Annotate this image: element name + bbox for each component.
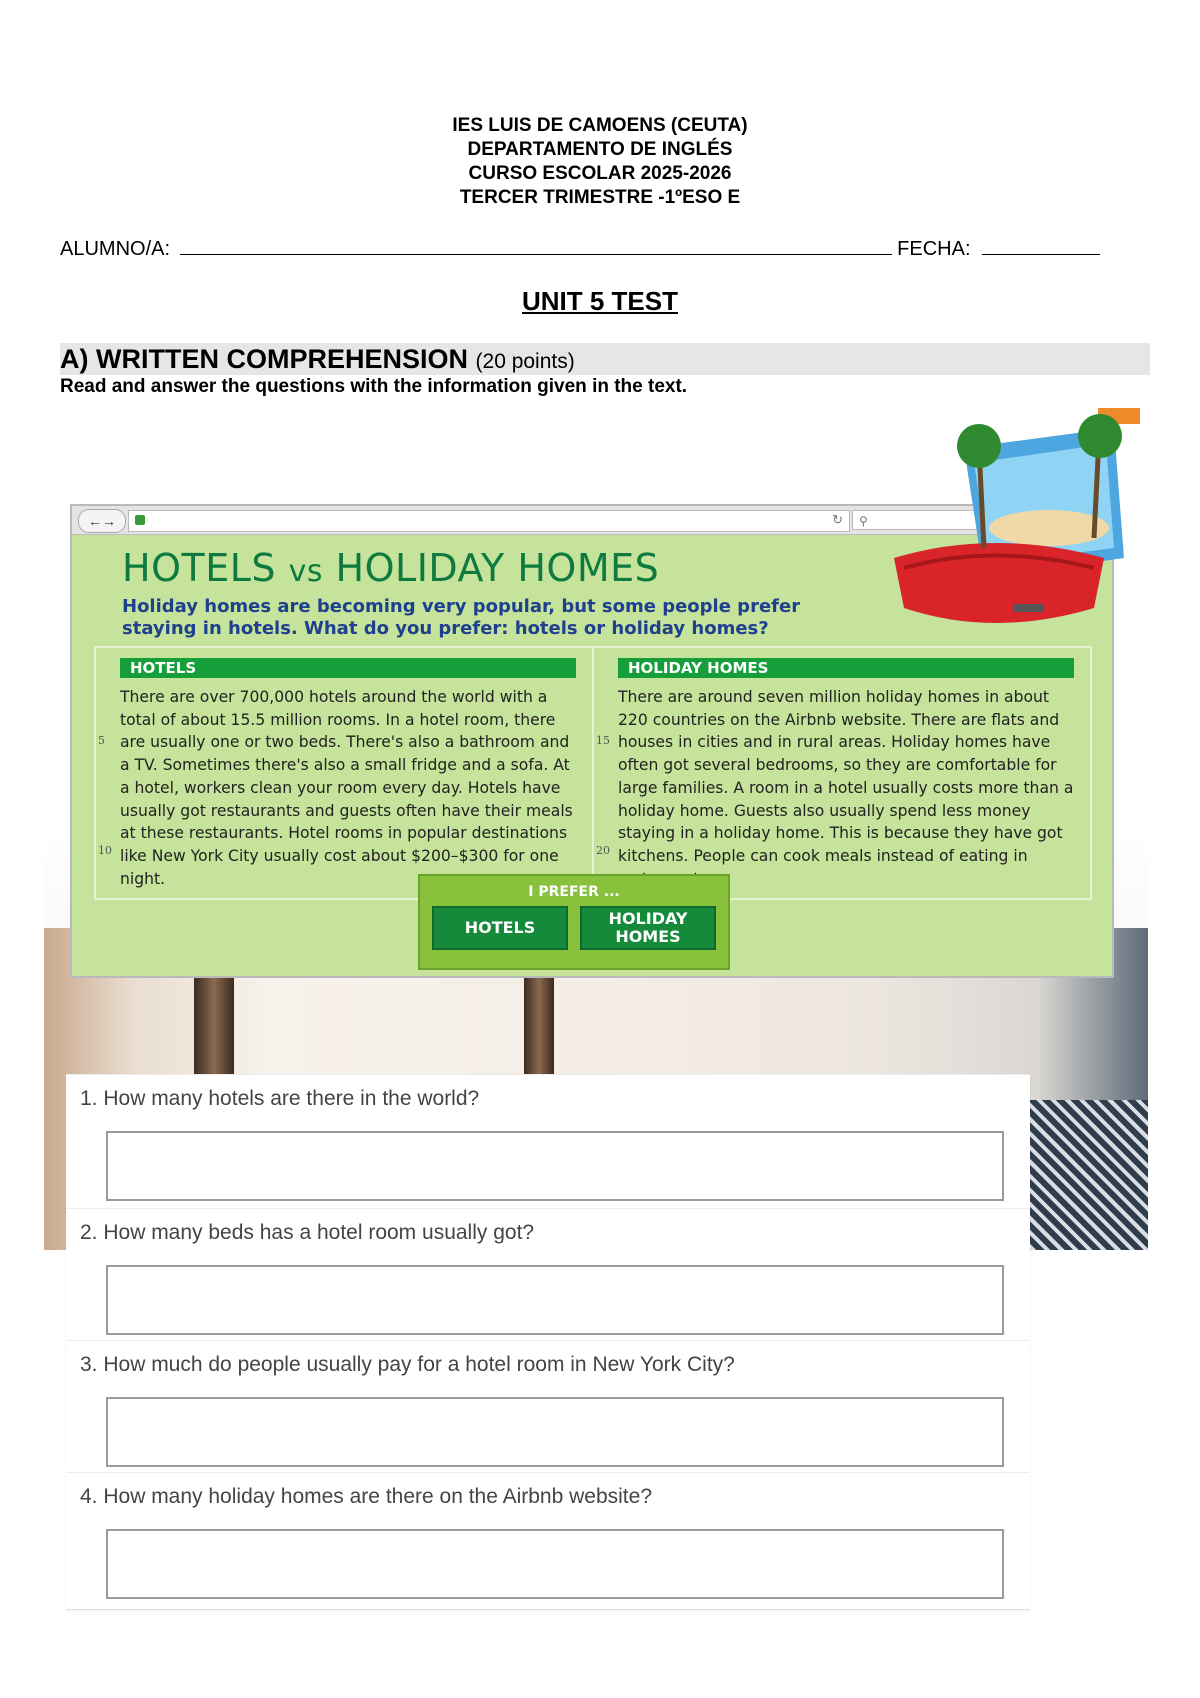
school-header — [0, 114, 1200, 210]
back-forward-icon: ←→ — [78, 509, 126, 533]
school-year: CURSO ESCOLAR 2025-2026 — [468, 163, 732, 184]
search-icon: ⚲ — [852, 510, 1032, 530]
holiday-homes-heading: HOLIDAY HOMES — [618, 658, 1074, 678]
question-text: 2. How many beds has a hotel room usually got? — [80, 1221, 535, 1244]
suitcase-beach-icon — [874, 408, 1134, 628]
line-number: 15 — [596, 734, 610, 747]
prefer-label: I PREFER ... — [528, 884, 620, 900]
instructions: Read and answer the questions with the information given in the text. — [60, 376, 688, 397]
prefer-hotels-button: HOTELS — [432, 906, 568, 950]
school-name: IES LUIS DE CAMOENS (CEUTA) — [452, 115, 748, 136]
section-title-text: A) WRITTEN COMPREHENSION — [60, 344, 468, 374]
holiday-homes-text: There are around seven million holiday homes in about 220 countries on the Airbnb website. There are flats and houses in cities and in rural areas. Holiday homes have often got several bedrooms, so they are comfortable for large families. A room in a hotel usually costs more than a holiday home. Guests also usually spend less money staying in a holiday home. This is because they have got kitchens. People can cook meals instead of eating in — [618, 688, 1074, 865]
lock-icon — [135, 515, 145, 525]
student-label: ALUMNO/A: — [60, 238, 171, 260]
answer-box[interactable] — [106, 1265, 1004, 1335]
date-line[interactable] — [982, 236, 1100, 255]
question-text: 3. How much do people usually pay for a hotel room in New York City? — [80, 1353, 735, 1376]
question-text: 1. How many hotels are there in the world? — [80, 1087, 480, 1110]
address-bar — [128, 510, 850, 532]
holiday-homes-column — [592, 646, 1092, 900]
question-3 — [66, 1340, 1030, 1478]
article-subtitle: Holiday homes are becoming very popular, but some people prefer staying in hotels. What do you prefer: hotels or holiday homes? — [122, 596, 801, 639]
department-name: DEPARTAMENTO DE INGLÉS — [467, 139, 733, 160]
answer-box[interactable] — [106, 1529, 1004, 1599]
line-number: 10 — [98, 844, 112, 857]
question-2 — [66, 1208, 1030, 1346]
answer-box[interactable] — [106, 1397, 1004, 1467]
question-text: 4. How many holiday homes are there on the Airbnb website? — [80, 1485, 652, 1508]
section-points: (20 points) — [475, 350, 575, 373]
hotels-text: There are over 700,000 hotels around the world with a total of about 15.5 million rooms. In a hotel room, there are usually one or two beds. There's also a bathroom and a TV. Sometimes there's also a small fridge and a sofa. At a hotel, workers clean your room every day. Hotels have usually got restaurants and guests often have their meals at these restaurants. Hotel rooms in popular destinations like New York City usually cost about $200–$300 for one night. — [120, 688, 573, 888]
hotels-column — [94, 646, 594, 900]
student-name-line[interactable] — [180, 236, 892, 255]
reload-icon: ↻ — [832, 512, 843, 527]
question-1 — [66, 1074, 1030, 1212]
date-label: FECHA: — [897, 238, 971, 260]
student-info-row — [60, 236, 1100, 261]
article-title: HOTELS vs HOLIDAY HOMES — [122, 546, 660, 590]
section-title — [60, 343, 575, 378]
answer-box[interactable] — [106, 1131, 1004, 1201]
hotels-heading: HOTELS — [120, 658, 576, 678]
unit-title: UNIT 5 TEST — [521, 286, 678, 316]
term-group: TERCER TRIMESTRE -1ºESO E — [459, 187, 741, 208]
prefer-holiday-homes-button: HOLIDAY HOMES — [580, 906, 716, 950]
prefer-box — [418, 874, 730, 970]
line-number: 20 — [596, 844, 610, 857]
question-4 — [66, 1472, 1030, 1610]
line-number: 5 — [98, 734, 105, 747]
